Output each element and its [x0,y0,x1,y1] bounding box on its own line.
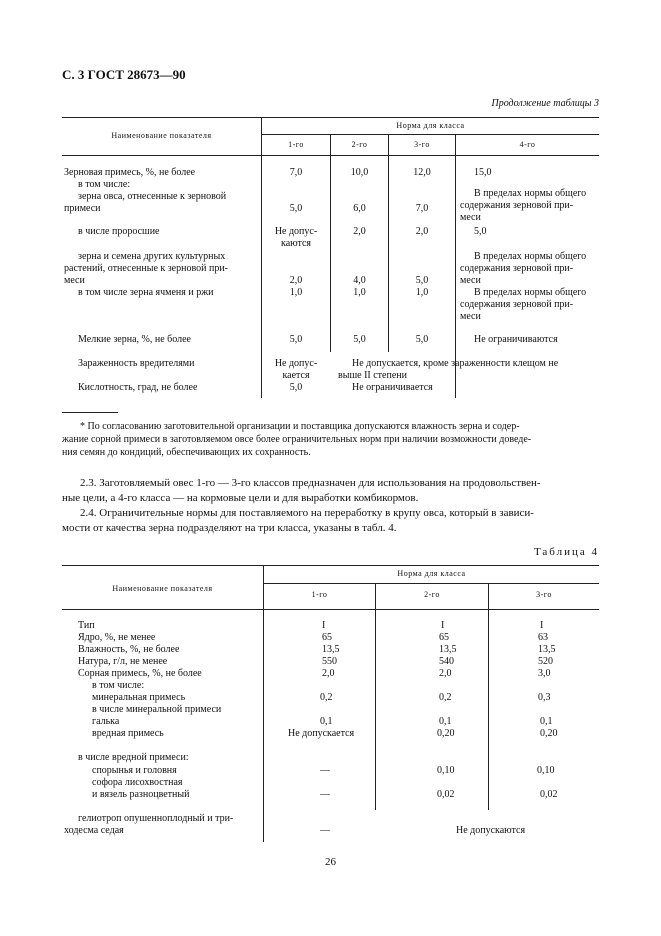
col-header-group: Норма для класса [396,121,465,130]
table-row-name: вредная примесь [92,728,164,739]
table-cell: 65 [439,632,449,643]
table-row-name: галька [92,716,120,727]
col-header-group: Норма для класса [397,569,466,578]
table-cell: 3,0 [538,668,551,679]
col-header-name: Наименование показателя [111,131,212,140]
table-cell: 0,1 [540,716,553,727]
table-cell: 0,20 [540,728,558,739]
table-cell: Не допус- [274,226,318,237]
page-reference: С. 3 ГОСТ 28673—90 [62,67,186,82]
table-cell: 0,2 [439,692,452,703]
paragraph-2-3: 2.3. Заготовляемый овес 1-го — 3-го классов предназначен для использования на продовольствен- [80,477,541,489]
table-cell: — [320,789,330,800]
table-cell: В пределах нормы общего [474,188,587,199]
table-cell: 5,0 [289,382,303,393]
table-cell: 0,2 [320,692,333,703]
col-header-class-1: 1-го [311,590,328,599]
table-row-name: в том числе: [92,680,145,691]
table-cell: Не допускается [288,728,355,739]
table-cell: I [322,620,326,631]
paragraph-2-4: мости от качества зерна подразделяют на три класса, указаны в табл. 4. [62,522,397,534]
table-cell: 2,0 [353,226,366,237]
table-cell: содержания зерновой при- [460,299,574,310]
table-cell: 0,02 [540,789,558,800]
table-row-name: в числе минеральной примеси [92,704,222,715]
table-row-name: примеси [64,203,101,214]
table-row-name: Тип [78,620,95,631]
table-row-name: в том числе: [78,179,131,190]
table-cell: 0,3 [538,692,551,703]
table-cell: 13,5 [322,644,340,655]
table-cell: 65 [322,632,332,643]
table-cell: — [320,765,330,776]
table-cell: 12,0 [413,167,431,178]
table-cell: Не ограничиваются [474,334,558,345]
table-cell: 7,0 [415,203,429,214]
table-row-name: софора лисохвостная [92,777,183,788]
table-row-name: гелиотроп опушенноплодный и три- [78,813,234,824]
table-cell: 1,0 [289,287,303,298]
table-cell: каются [280,238,311,249]
table-cell: 2,0 [289,275,303,286]
table-cell: 5,0 [474,226,487,237]
table-row-name: Кислотность, град, не более [78,382,198,393]
table-cell: содержания зерновой при- [460,200,574,211]
table-cell: Не допускаются [456,825,526,836]
table-cell: 7,0 [289,167,303,178]
table-cell: 2,0 [439,668,452,679]
col-header-class-4: 4-го [519,140,536,149]
table-cell: — [320,825,330,836]
table-cell: 2,0 [322,668,335,679]
table-cell: 520 [538,656,553,667]
table-cell: 5,0 [289,334,303,345]
table-cell: Не допус- [274,358,318,369]
table-row-name: и вязель разноцветный [92,789,190,800]
table-cell: 5,0 [289,203,303,214]
table-cell: меси [460,311,481,322]
table-cell: 0,20 [437,728,455,739]
table-cell: 0,10 [537,765,555,776]
table-cell: I [441,620,445,631]
paragraph-2-4: 2.4. Ограничительные нормы для поставляемого на переработку в крупу овса, который в зависи- [80,507,534,519]
table-cell: 1,0 [415,287,429,298]
table-4-title: Таблица 4 [533,546,599,558]
table-continuation-label: Продолжение таблицы 3 [491,98,599,109]
table-cell: выше II степени [338,370,407,381]
col-header-class-3: 3-го [536,590,552,599]
table-row-name: ходесма седая [64,825,124,836]
footnote: ния семян до кондиций, обеспечивающих их сохранность. [62,447,311,458]
table-cell: Не допускается, кроме зараженности клещом не [352,358,559,369]
table-cell: кается [282,370,310,381]
table-row-name: минеральная примесь [92,692,186,703]
table-cell: В пределах нормы общего [474,251,587,262]
table-row-name: зерна овса, отнесенные к зерновой [78,191,227,202]
table-cell: содержания зерновой при- [460,263,574,274]
table-row-name: Зерновая примесь, %, не более [64,167,196,178]
table-cell: В пределах нормы общего [474,287,587,298]
table-cell: 550 [322,656,337,667]
table-row-name: меси [64,275,85,286]
col-header-class-2: 2-го [424,590,440,599]
table-cell: 0,1 [320,716,333,727]
table-cell: 63 [538,632,548,643]
col-header-class-2: 2-го [351,140,368,149]
table-cell: 1,0 [353,287,366,298]
table-cell: I [540,620,544,631]
table-cell: 540 [439,656,454,667]
paragraph-2-3: ные цели, а 4-го класса — на кормовые цели и для выработки комбикормов. [62,492,419,504]
page-number: 26 [325,856,336,868]
table-row-name: Сорная примесь, %, не более [78,668,202,679]
table-cell: меси [460,275,481,286]
table-cell: меси [460,212,481,223]
table-cell: Не ограничивается [352,382,433,393]
col-header-name: Наименование показателя [112,584,213,593]
table-row-name: растений, отнесенные к зерновой при- [64,263,229,274]
footnote: жание сорной примеси в заготовляемом овсе более ограничительных норм при наличии возможности доведе- [62,434,532,445]
table-row-name: Ядро, %, не менее [78,632,156,643]
table-row-name: Влажность, %, не более [78,644,180,655]
table-row-name: в том числе зерна ячменя и ржи [78,287,214,298]
table-row-name: Мелкие зерна, %, не более [78,334,191,345]
table-cell: 5,0 [353,334,366,345]
table-row-name: спорынья и головня [92,765,177,776]
table-row-name: Натура, г/л, не менее [78,656,168,667]
table-cell: 0,02 [437,789,455,800]
table-cell: 5,0 [415,275,429,286]
table-cell: 15,0 [474,167,492,178]
table-cell: 4,0 [353,275,366,286]
table-cell: 6,0 [353,203,366,214]
table-cell: 0,10 [437,765,455,776]
table-row-name: в числе вредной примеси: [78,752,189,763]
table-row-name: Зараженность вредителями [78,358,195,369]
footnote-rule [62,412,118,413]
table-cell: 13,5 [538,644,556,655]
col-header-class-1: 1-го [288,140,304,149]
table-cell: 0,1 [439,716,452,727]
table-row-name: в числе проросшие [78,226,160,237]
table-cell: 5,0 [415,334,429,345]
table-cell: 13,5 [439,644,457,655]
table-cell: 2,0 [415,226,429,237]
footnote: * По согласованию заготовительной организации и поставщика допускаются влажность зерна и содер- [80,421,520,432]
table-cell: 10,0 [350,167,369,178]
table-row-name: зерна и семена других культурных [78,251,226,262]
col-header-class-3: 3-го [414,140,430,149]
